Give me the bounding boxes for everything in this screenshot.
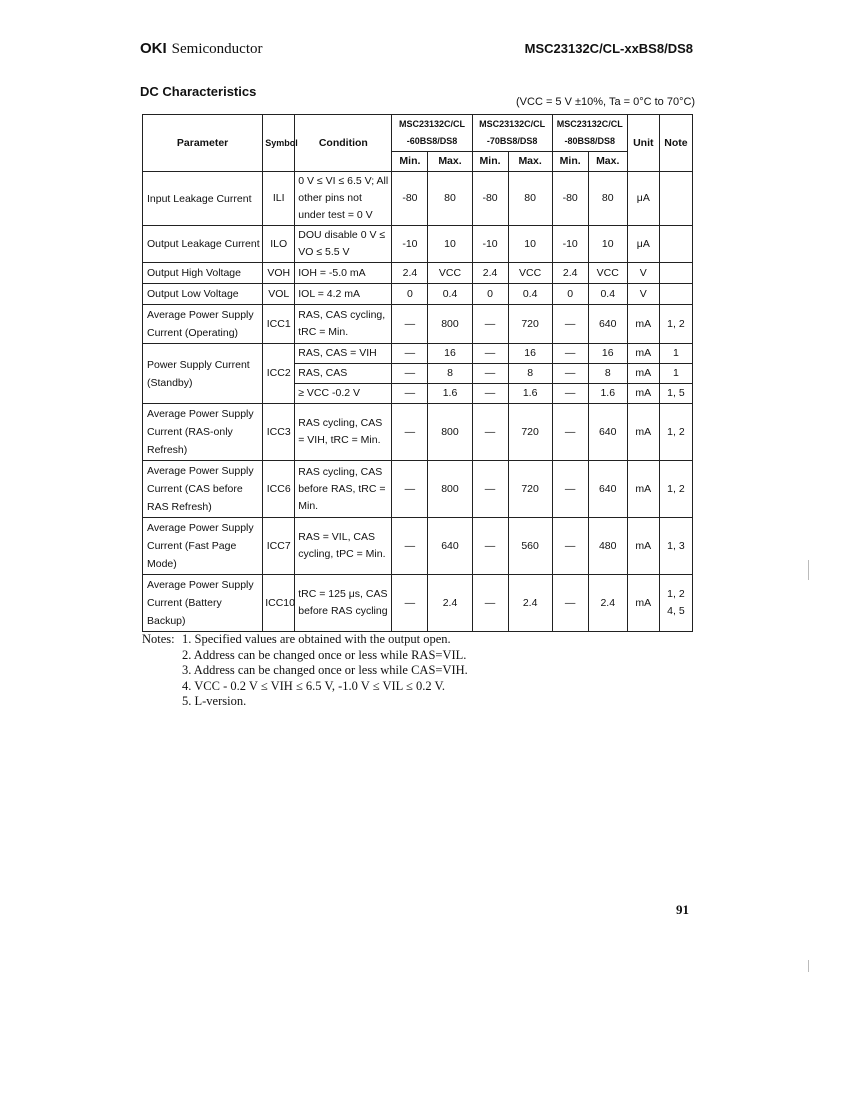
note-cell: 1, 2 [659, 404, 692, 461]
header-grade-60: MSC23132C/CL -60BS8/DS8 [392, 115, 472, 152]
value-cell: 2.4 [472, 263, 508, 284]
condition-cell: IOL = 4.2 mA [295, 284, 392, 305]
value-cell: 80 [508, 172, 552, 226]
condition-cell: RAS, CAS = VIH [295, 344, 392, 364]
part-number: MSC23132C/CL-xxBS8/DS8 [524, 41, 693, 56]
value-cell: 2.4 [552, 263, 588, 284]
value-cell: — [392, 364, 428, 384]
condition-cell: RAS, CAS cycling, tRC = Min. [295, 305, 392, 344]
table-row [143, 305, 693, 344]
note-cell: 1, 2 [659, 461, 692, 518]
value-cell: 2.4 [428, 575, 472, 632]
value-cell: 2.4 [508, 575, 552, 632]
param-cell: Average Power Supply Current (Operating) [143, 305, 263, 344]
value-cell: 1.6 [588, 384, 627, 404]
header-symbol: Symbol [263, 115, 295, 172]
value-cell: VCC [588, 263, 627, 284]
symbol-cell: VOH [263, 263, 295, 284]
value-cell: 16 [508, 344, 552, 364]
scan-edge-mark [808, 560, 809, 580]
value-cell: — [392, 404, 428, 461]
param-cell: Output Leakage Current [143, 226, 263, 263]
value-cell: -80 [552, 172, 588, 226]
value-cell: 80 [428, 172, 472, 226]
page-number: 91 [676, 902, 689, 917]
value-cell: — [472, 384, 508, 404]
header-max: Max. [428, 152, 472, 172]
condition-cell: RAS cycling, CAS = VIH, tRC = Min. [295, 404, 392, 461]
note-cell: 1, 5 [659, 384, 692, 404]
value-cell: -80 [472, 172, 508, 226]
value-cell: — [552, 344, 588, 364]
brand-logo: OKI [140, 40, 167, 57]
note-cell [659, 226, 692, 263]
table-row [143, 461, 693, 518]
symbol-cell: ILO [263, 226, 295, 263]
value-cell: 0.4 [588, 284, 627, 305]
header-note: Note [659, 115, 692, 172]
param-cell: Average Power Supply Current (Fast Page Mode) [143, 518, 263, 575]
brand [140, 40, 263, 58]
table-row [143, 284, 693, 305]
symbol-cell: ICC1 [263, 305, 295, 344]
unit-cell: μA [627, 172, 659, 226]
table-row [143, 344, 693, 364]
condition-cell: IOH = -5.0 mA [295, 263, 392, 284]
value-cell: 2.4 [588, 575, 627, 632]
param-cell: Average Power Supply Current (RAS-only Refresh) [143, 404, 263, 461]
header-min: Min. [472, 152, 508, 172]
unit-cell: μA [627, 226, 659, 263]
value-cell: 16 [428, 344, 472, 364]
unit-cell: mA [627, 384, 659, 404]
header-grade-80: MSC23132C/CL -80BS8/DS8 [552, 115, 627, 152]
value-cell: — [552, 384, 588, 404]
value-cell: 800 [428, 404, 472, 461]
symbol-cell: ICC3 [263, 404, 295, 461]
note-item: 2. Address can be changed once or less while RAS=VIL. [182, 647, 467, 662]
value-cell: 640 [588, 404, 627, 461]
value-cell: 720 [508, 404, 552, 461]
value-cell: — [472, 575, 508, 632]
value-cell: — [552, 364, 588, 384]
header-min: Min. [392, 152, 428, 172]
value-cell: 0 [472, 284, 508, 305]
value-cell: 10 [508, 226, 552, 263]
value-cell: 8 [508, 364, 552, 384]
value-cell: 1.6 [508, 384, 552, 404]
table-row [143, 172, 693, 226]
value-cell: -10 [552, 226, 588, 263]
note-cell [659, 284, 692, 305]
condition-cell: ≥ VCC -0.2 V [295, 384, 392, 404]
table-row [143, 226, 693, 263]
note-item: 1. Specified values are obtained with the output open. [182, 632, 451, 646]
value-cell: 720 [508, 305, 552, 344]
value-cell: — [472, 344, 508, 364]
condition-cell: RAS, CAS [295, 364, 392, 384]
page-header [140, 40, 693, 60]
value-cell: 10 [588, 226, 627, 263]
value-cell: — [472, 461, 508, 518]
value-cell: — [472, 364, 508, 384]
param-cell: Average Power Supply Current (CAS before RAS Refresh) [143, 461, 263, 518]
value-cell: — [392, 518, 428, 575]
value-cell: — [472, 404, 508, 461]
value-cell: 640 [588, 461, 627, 518]
value-cell: 8 [428, 364, 472, 384]
value-cell: — [392, 344, 428, 364]
unit-cell: mA [627, 344, 659, 364]
param-cell: Output High Voltage [143, 263, 263, 284]
unit-cell: mA [627, 364, 659, 384]
symbol-cell: ILI [263, 172, 295, 226]
note-cell: 1, 2 4, 5 [659, 575, 692, 632]
condition-cell: RAS = VIL, CAS cycling, tPC = Min. [295, 518, 392, 575]
header-parameter: Parameter [143, 115, 263, 172]
value-cell: 800 [428, 305, 472, 344]
condition-cell: 0 V ≤ VI ≤ 6.5 V; All other pins not under test = 0 V [295, 172, 392, 226]
table-row [143, 404, 693, 461]
value-cell: VCC [508, 263, 552, 284]
unit-cell: mA [627, 461, 659, 518]
unit-cell: V [627, 284, 659, 305]
value-cell: — [552, 305, 588, 344]
value-cell: 0 [552, 284, 588, 305]
note-item: 3. Address can be changed once or less while CAS=VIH. [182, 663, 468, 677]
value-cell: 80 [588, 172, 627, 226]
unit-cell: mA [627, 518, 659, 575]
value-cell: 0.4 [428, 284, 472, 305]
value-cell: — [392, 384, 428, 404]
value-cell: — [472, 305, 508, 344]
scan-edge-mark [808, 960, 809, 972]
dc-characteristics-table [142, 114, 693, 632]
value-cell: — [472, 518, 508, 575]
unit-cell: mA [627, 575, 659, 632]
value-cell: 640 [588, 305, 627, 344]
value-cell: — [552, 518, 588, 575]
table-row [143, 575, 693, 632]
value-cell: 0 [392, 284, 428, 305]
value-cell: 640 [428, 518, 472, 575]
symbol-cell: ICC6 [263, 461, 295, 518]
param-cell: Power Supply Current (Standby) [143, 344, 263, 404]
unit-cell: V [627, 263, 659, 284]
header-condition: Condition [295, 115, 392, 172]
brand-suffix: Semiconductor [171, 41, 263, 57]
value-cell: — [392, 461, 428, 518]
header-max: Max. [508, 152, 552, 172]
value-cell: — [552, 404, 588, 461]
value-cell: 720 [508, 461, 552, 518]
param-cell: Average Power Supply Current (Battery Backup) [143, 575, 263, 632]
unit-cell: mA [627, 404, 659, 461]
value-cell: 800 [428, 461, 472, 518]
table-row [143, 263, 693, 284]
symbol-cell: ICC2 [263, 344, 295, 404]
header-grade-70: MSC23132C/CL -70BS8/DS8 [472, 115, 552, 152]
symbol-cell: ICC7 [263, 518, 295, 575]
note-cell: 1 [659, 344, 692, 364]
table-row [143, 518, 693, 575]
note-cell: 1 [659, 364, 692, 384]
value-cell: 2.4 [392, 263, 428, 284]
condition-cell: DOU disable 0 V ≤ VO ≤ 5.5 V [295, 226, 392, 263]
symbol-cell: VOL [263, 284, 295, 305]
header-unit: Unit [627, 115, 659, 172]
condition-cell: RAS cycling, CAS before RAS, tRC = Min. [295, 461, 392, 518]
symbol-cell: ICC10 [263, 575, 295, 632]
value-cell: — [392, 305, 428, 344]
value-cell: 480 [588, 518, 627, 575]
note-cell: 1, 3 [659, 518, 692, 575]
value-cell: -10 [392, 226, 428, 263]
notes-heading: Notes: [142, 632, 175, 646]
value-cell: 8 [588, 364, 627, 384]
note-item: 4. VCC - 0.2 V ≤ VIH ≤ 6.5 V, -1.0 V ≤ VIL ≤ 0.2 V. [182, 678, 446, 693]
value-cell: — [392, 575, 428, 632]
value-cell: — [552, 461, 588, 518]
value-cell: 10 [428, 226, 472, 263]
note-cell: 1, 2 [659, 305, 692, 344]
notes-list [182, 632, 702, 710]
value-cell: 1.6 [428, 384, 472, 404]
unit-cell: mA [627, 305, 659, 344]
value-cell: — [552, 575, 588, 632]
value-cell: 560 [508, 518, 552, 575]
section-title: DC Characteristics [140, 84, 257, 99]
value-cell: 16 [588, 344, 627, 364]
value-cell: 0.4 [508, 284, 552, 305]
condition-cell: tRC = 125 μs, CAS before RAS cycling [295, 575, 392, 632]
value-cell: VCC [428, 263, 472, 284]
value-cell: -10 [472, 226, 508, 263]
header-min: Min. [552, 152, 588, 172]
table-header-row [143, 115, 693, 152]
header-max: Max. [588, 152, 627, 172]
param-cell: Output Low Voltage [143, 284, 263, 305]
value-cell: -80 [392, 172, 428, 226]
operating-conditions: (VCC = 5 V ±10%, Ta = 0°C to 70°C) [516, 96, 696, 108]
note-cell [659, 172, 692, 226]
note-item: 5. L-version. [182, 694, 247, 708]
param-cell: Input Leakage Current [143, 172, 263, 226]
note-cell [659, 263, 692, 284]
